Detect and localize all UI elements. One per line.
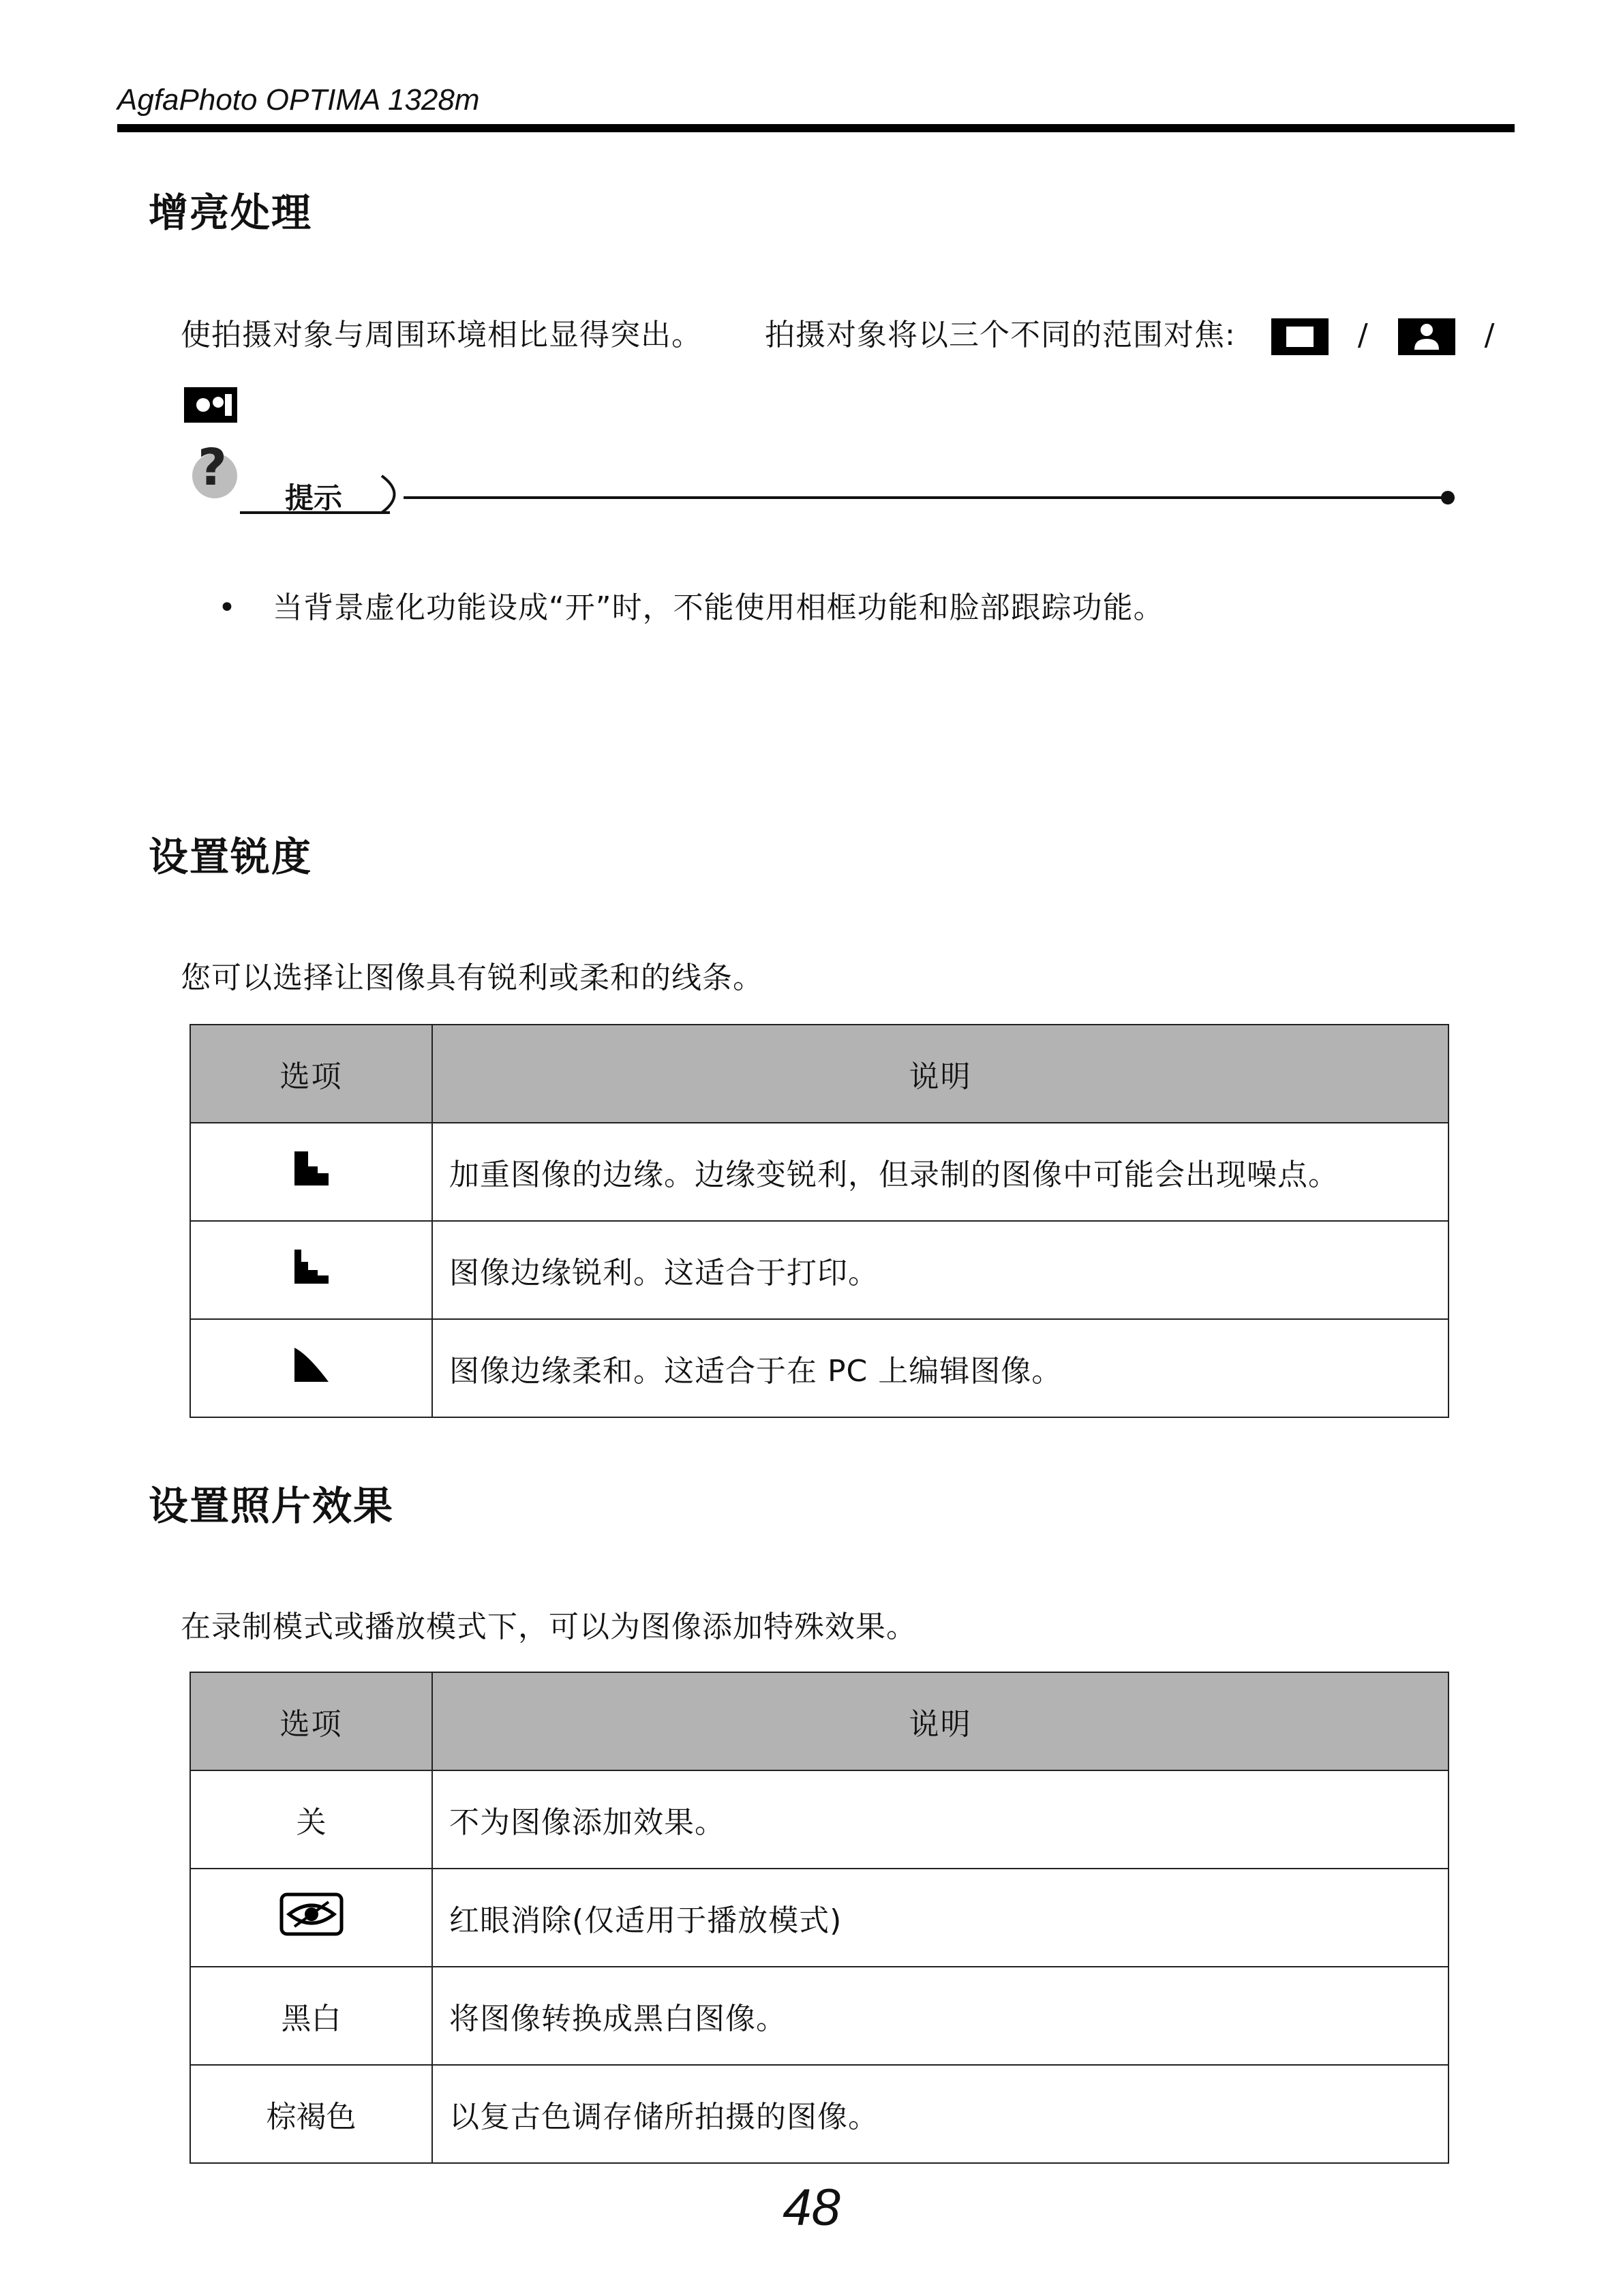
col-option: 选项 [190,1025,432,1123]
col-description: 说明 [432,1672,1448,1770]
tip-bullet [218,583,1164,626]
sharp-soft-icon [293,1346,330,1383]
enhance-intro2: 拍摄对象将以三个不同的范围对焦: [765,318,1236,352]
table-row [190,1221,1448,1319]
portrait-icon [1398,318,1455,355]
effect-table [189,1672,1449,2164]
table-row [190,2065,1448,2163]
description-cell: 将图像转换成黑白图像。 [432,1967,1448,2065]
heading-enhance: 增亮处理 [149,190,313,236]
red-eye-icon [279,1892,344,1936]
tip-label: 提示 [285,481,343,515]
enhance-intro-line [181,310,1514,355]
table-row [190,1319,1448,1417]
sharpness-intro: 您可以选择让图像具有锐利或柔和的线条。 [181,961,763,995]
option-cell [190,1319,432,1417]
doc-header-title: AgfaPhoto OPTIMA 1328m [117,83,480,117]
sharpness-table [189,1024,1449,1418]
description-cell: 不为图像添加效果。 [432,1770,1448,1869]
table-header-row [190,1025,1448,1123]
col-description: 说明 [432,1025,1448,1123]
description-cell: 红眼消除(仅适用于播放模式) [432,1869,1448,1967]
col-option: 选项 [190,1672,432,1770]
option-cell [190,1869,432,1967]
tip-question-icon: ? [192,453,237,498]
tip-divider [240,470,1460,525]
table-row [190,1967,1448,2065]
sharp-normal-icon [293,1248,330,1285]
page-number: 48 [783,2179,840,2237]
table-row [190,1869,1448,1967]
header-rule [117,124,1515,132]
description-cell: 图像边缘柔和。这适合于在 PC 上编辑图像。 [432,1319,1448,1417]
tip-bullet-text: 当背景虚化功能设成“开”时，不能使用相框功能和脸部跟踪功能。 [273,590,1164,625]
option-cell: 棕褐色 [190,2065,432,2163]
sharp-hard-icon [293,1150,330,1187]
option-cell: 关 [190,1770,432,1869]
separator-2: / [1484,318,1496,352]
group-icon [184,387,237,423]
heading-sharpness: 设置锐度 [149,834,313,880]
bullet-dot: • [218,590,237,625]
table-row [190,1123,1448,1221]
effect-intro: 在录制模式或播放模式下，可以为图像添加特殊效果。 [181,1610,917,1644]
separator-1: / [1357,318,1369,352]
description-cell: 加重图像的边缘。边缘变锐利，但录制的图像中可能会出现噪点。 [432,1123,1448,1221]
option-cell [190,1221,432,1319]
heading-effect: 设置照片效果 [149,1483,395,1529]
option-cell [190,1123,432,1221]
description-cell: 以复古色调存储所拍摄的图像。 [432,2065,1448,2163]
description-cell: 图像边缘锐利。这适合于打印。 [432,1221,1448,1319]
focus-square-icon [1271,318,1329,355]
enhance-intro: 使拍摄对象与周围环境相比显得突出。 [181,318,702,352]
table-header-row [190,1672,1448,1770]
option-cell: 黑白 [190,1967,432,2065]
table-row [190,1770,1448,1869]
